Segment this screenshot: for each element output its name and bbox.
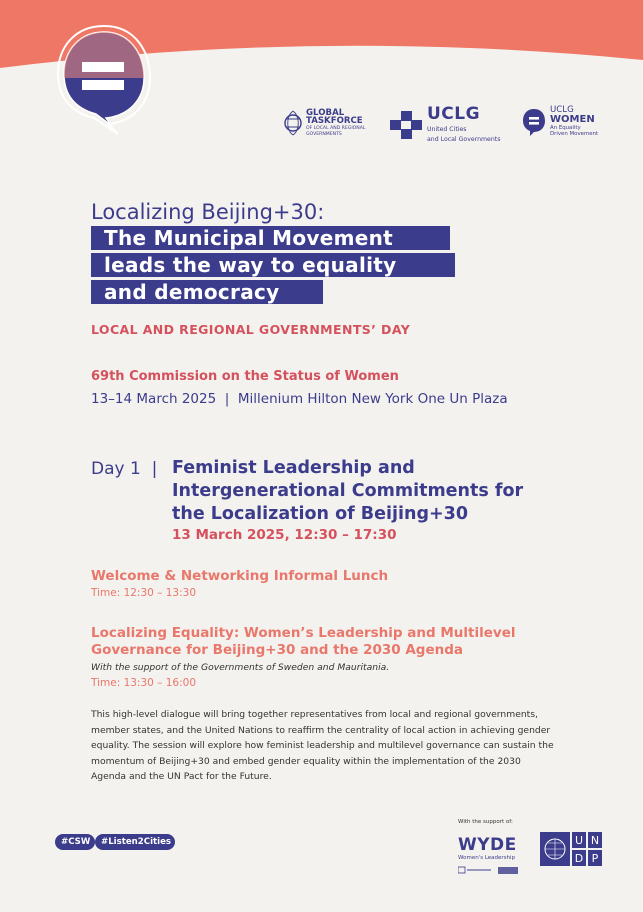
uclgw-line2: WOMEN: [550, 113, 595, 125]
pretitle: Localizing Beijing+30:: [91, 200, 325, 224]
session-2-time: Time: 13:30 – 16:00: [91, 677, 197, 689]
support-label: With the support of:: [458, 819, 513, 825]
day1-label: Day 1 |: [91, 459, 158, 479]
uclgw-line1: UCLG: [550, 105, 574, 115]
undp-letter-u: U: [574, 834, 584, 847]
day1-title-line-2: Intergenerational Commitments for: [172, 481, 524, 501]
undp-logo: [540, 832, 602, 866]
uclg-name: UCLG: [427, 104, 481, 124]
uclgw-line3: An Equality: [550, 124, 581, 131]
global-taskforce-logo: [284, 106, 365, 140]
uclg-line1: United Cities: [427, 126, 467, 133]
event-day-label: LOCAL AND REGIONAL GOVERNMENTS’ DAY: [91, 322, 411, 337]
title-line-2: leads the way to equality: [91, 253, 455, 277]
wyde-partner-marks-icon: [458, 866, 520, 875]
wyde-logo: WYDE: [458, 835, 517, 855]
day1-title-line-3: the Localization of Beijing+30: [172, 504, 469, 524]
equality-speech-bubble-icon: [52, 18, 156, 136]
uclg-women-logo: [522, 106, 598, 137]
gtf-line2: TASKFORCE: [306, 116, 363, 127]
gtf-line3: OF LOCAL AND REGIONAL: [306, 126, 366, 131]
commission-title: 69th Commission on the Status of Women: [91, 369, 399, 384]
gtf-line1: GLOBAL: [306, 107, 345, 118]
undp-letter-p: P: [591, 852, 599, 865]
uclg-logo: [390, 106, 500, 143]
uclgw-line4: Driven Movement: [550, 131, 599, 137]
hashtag-listen2cities[interactable]: #Listen2Cities: [95, 834, 175, 850]
undp-letter-d: D: [574, 852, 584, 865]
day1-title-line-1: Feminist Leadership and: [172, 458, 415, 478]
uclg-line2: and Local Governments: [427, 136, 501, 144]
day1-date: 13 March 2025, 12:30 – 17:30: [172, 527, 397, 543]
session-1-title: Welcome & Networking Informal Lunch: [91, 568, 389, 584]
globe-icon: [284, 106, 302, 140]
uclg-women-icon: [522, 107, 546, 137]
day1-title: [172, 457, 572, 526]
gtf-line4: GOVERNMENTS: [306, 131, 342, 137]
session-2-support: With the support of the Governments of Sweden and Mauritania.: [91, 662, 390, 673]
commission-date-place: 13–14 March 2025 | Millenium Hilton New York One Un Plaza: [91, 391, 508, 407]
session-2-title-line-1: Localizing Equality: Women’s Leadership and Multilevel: [91, 625, 516, 641]
session-1-time: Time: 12:30 – 13:30: [91, 587, 197, 599]
title-line-1: The Municipal Movement: [91, 226, 450, 250]
session-2-title: [91, 625, 561, 658]
wyde-subtitle: Women's Leadership: [458, 855, 516, 861]
title-line-3: and democracy: [91, 280, 323, 304]
session-2-title-line-2: Governance for Beijing+30 and the 2030 Agenda: [91, 641, 463, 658]
uclg-blocks-icon: [390, 111, 422, 139]
undp-letter-n: N: [590, 834, 600, 847]
hashtag-csw[interactable]: #CSW: [55, 834, 95, 850]
session-description: This high-level dialogue will bring together representatives from local and regional governments, member states, and the United Nations to reaffirm the centrality of local action in achieving gender equality. The session will explore how feminist leadership and multilevel governance can sustain the momentum of Beijing+30 and embed gender equality within the implementation of the 2030 Agenda and the UN Pact for the Future.: [91, 709, 554, 783]
